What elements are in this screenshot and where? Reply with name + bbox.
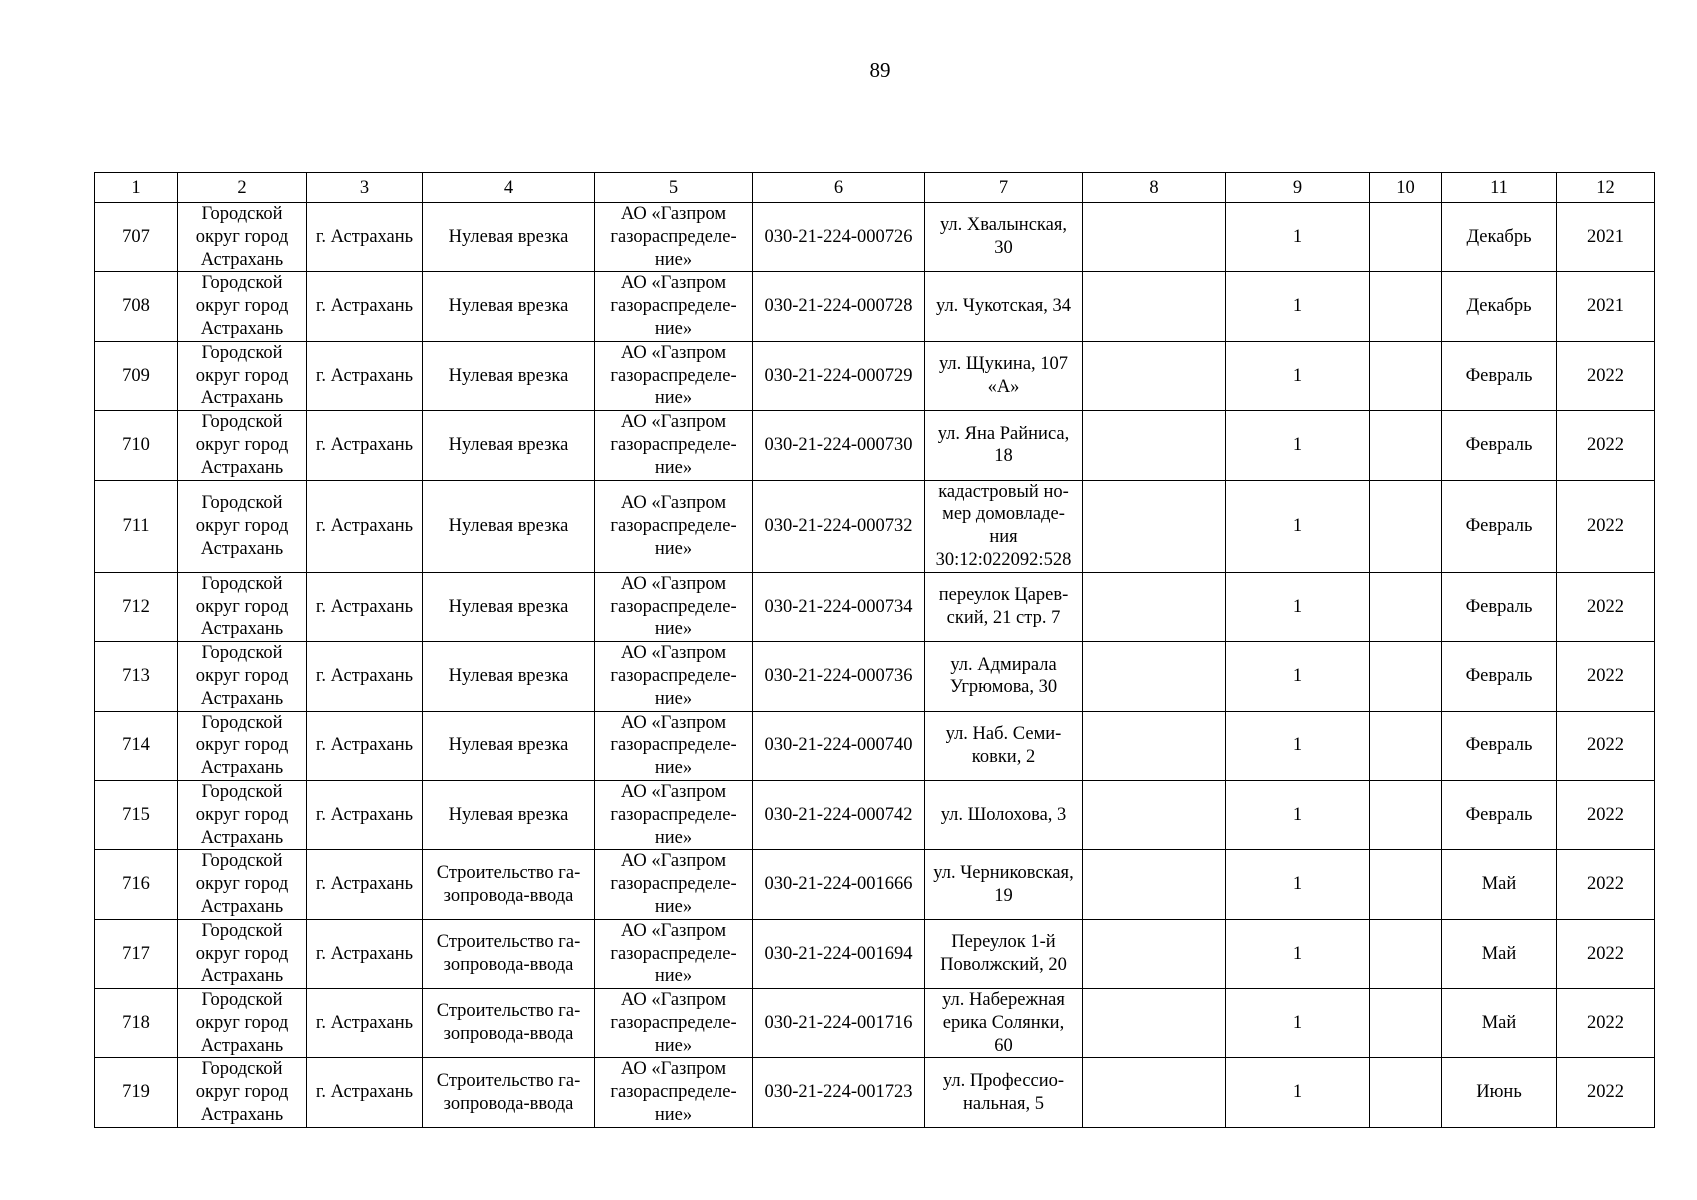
registry-code-cell: 030-21-224-001694 bbox=[753, 919, 925, 988]
registry-code-cell: 030-21-224-000740 bbox=[753, 711, 925, 780]
organization-cell: АО «Газпром газораспределе- ние» bbox=[595, 272, 753, 341]
month-cell: Май bbox=[1442, 989, 1557, 1058]
address-cell: ул. Черниковская, 19 bbox=[925, 850, 1083, 919]
quantity-cell: 1 bbox=[1226, 203, 1370, 272]
work-type-cell: Нулевая врезка bbox=[423, 341, 595, 410]
month-cell: Май bbox=[1442, 850, 1557, 919]
city-cell: г. Астрахань bbox=[307, 572, 423, 641]
address-cell: ул. Хвалынская, 30 bbox=[925, 203, 1083, 272]
address-cell: ул. Яна Райниса, 18 bbox=[925, 411, 1083, 480]
column-10-cell bbox=[1370, 411, 1442, 480]
year-cell: 2022 bbox=[1557, 989, 1655, 1058]
row-number-cell: 708 bbox=[95, 272, 178, 341]
organization-cell: АО «Газпром газораспределе- ние» bbox=[595, 480, 753, 572]
city-cell: г. Астрахань bbox=[307, 1058, 423, 1127]
table-row bbox=[95, 711, 1655, 780]
column-8-cell bbox=[1083, 480, 1226, 572]
column-header: 5 bbox=[595, 173, 753, 203]
work-type-cell: Строительство га- зопровода-ввода bbox=[423, 919, 595, 988]
year-cell: 2021 bbox=[1557, 203, 1655, 272]
city-cell: г. Астрахань bbox=[307, 780, 423, 849]
work-type-cell: Нулевая врезка bbox=[423, 780, 595, 849]
quantity-cell: 1 bbox=[1226, 341, 1370, 410]
city-cell: г. Астрахань bbox=[307, 272, 423, 341]
registry-code-cell: 030-21-224-000730 bbox=[753, 411, 925, 480]
row-number-cell: 716 bbox=[95, 850, 178, 919]
column-header: 6 bbox=[753, 173, 925, 203]
column-header: 4 bbox=[423, 173, 595, 203]
organization-cell: АО «Газпром газораспределе- ние» bbox=[595, 919, 753, 988]
register-table bbox=[94, 172, 1655, 1128]
column-8-cell bbox=[1083, 780, 1226, 849]
row-number-cell: 717 bbox=[95, 919, 178, 988]
month-cell: Февраль bbox=[1442, 480, 1557, 572]
row-number-cell: 714 bbox=[95, 711, 178, 780]
city-cell: г. Астрахань bbox=[307, 919, 423, 988]
month-cell: Февраль bbox=[1442, 341, 1557, 410]
year-cell: 2022 bbox=[1557, 341, 1655, 410]
registry-code-cell: 030-21-224-000736 bbox=[753, 642, 925, 711]
year-cell: 2022 bbox=[1557, 711, 1655, 780]
quantity-cell: 1 bbox=[1226, 711, 1370, 780]
quantity-cell: 1 bbox=[1226, 989, 1370, 1058]
district-cell: Городской округ город Астрахань bbox=[178, 850, 307, 919]
month-cell: Февраль bbox=[1442, 711, 1557, 780]
table-row bbox=[95, 850, 1655, 919]
registry-code-cell: 030-21-224-001666 bbox=[753, 850, 925, 919]
city-cell: г. Астрахань bbox=[307, 642, 423, 711]
column-8-cell bbox=[1083, 919, 1226, 988]
table-row bbox=[95, 272, 1655, 341]
district-cell: Городской округ город Астрахань bbox=[178, 711, 307, 780]
table-row bbox=[95, 572, 1655, 641]
district-cell: Городской округ город Астрахань bbox=[178, 203, 307, 272]
district-cell: Городской округ город Астрахань bbox=[178, 272, 307, 341]
registry-code-cell: 030-21-224-000734 bbox=[753, 572, 925, 641]
district-cell: Городской округ город Астрахань bbox=[178, 1058, 307, 1127]
column-10-cell bbox=[1370, 711, 1442, 780]
registry-code-cell: 030-21-224-000732 bbox=[753, 480, 925, 572]
column-8-cell bbox=[1083, 850, 1226, 919]
column-header: 7 bbox=[925, 173, 1083, 203]
quantity-cell: 1 bbox=[1226, 1058, 1370, 1127]
address-cell: ул. Шолохова, 3 bbox=[925, 780, 1083, 849]
row-number-cell: 718 bbox=[95, 989, 178, 1058]
column-8-cell bbox=[1083, 572, 1226, 641]
registry-code-cell: 030-21-224-001716 bbox=[753, 989, 925, 1058]
column-8-cell bbox=[1083, 272, 1226, 341]
address-cell: ул. Чукотская, 34 bbox=[925, 272, 1083, 341]
city-cell: г. Астрахань bbox=[307, 480, 423, 572]
month-cell: Февраль bbox=[1442, 572, 1557, 641]
table-row bbox=[95, 919, 1655, 988]
quantity-cell: 1 bbox=[1226, 919, 1370, 988]
year-cell: 2022 bbox=[1557, 1058, 1655, 1127]
column-8-cell bbox=[1083, 989, 1226, 1058]
quantity-cell: 1 bbox=[1226, 642, 1370, 711]
work-type-cell: Нулевая врезка bbox=[423, 272, 595, 341]
year-cell: 2022 bbox=[1557, 480, 1655, 572]
row-number-cell: 711 bbox=[95, 480, 178, 572]
organization-cell: АО «Газпром газораспределе- ние» bbox=[595, 642, 753, 711]
month-cell: Май bbox=[1442, 919, 1557, 988]
city-cell: г. Астрахань bbox=[307, 411, 423, 480]
column-10-cell bbox=[1370, 850, 1442, 919]
district-cell: Городской округ город Астрахань bbox=[178, 480, 307, 572]
column-10-cell bbox=[1370, 989, 1442, 1058]
year-cell: 2022 bbox=[1557, 572, 1655, 641]
address-cell: ул. Наб. Семи- ковки, 2 bbox=[925, 711, 1083, 780]
month-cell: Февраль bbox=[1442, 642, 1557, 711]
address-cell: ул. Профессио- нальная, 5 bbox=[925, 1058, 1083, 1127]
column-10-cell bbox=[1370, 572, 1442, 641]
column-header: 11 bbox=[1442, 173, 1557, 203]
district-cell: Городской округ город Астрахань bbox=[178, 572, 307, 641]
row-number-cell: 719 bbox=[95, 1058, 178, 1127]
column-10-cell bbox=[1370, 203, 1442, 272]
district-cell: Городской округ город Астрахань bbox=[178, 919, 307, 988]
district-cell: Городской округ город Астрахань bbox=[178, 642, 307, 711]
organization-cell: АО «Газпром газораспределе- ние» bbox=[595, 780, 753, 849]
column-header: 12 bbox=[1557, 173, 1655, 203]
city-cell: г. Астрахань bbox=[307, 341, 423, 410]
column-10-cell bbox=[1370, 341, 1442, 410]
address-cell: ул. Набережная ерика Солянки, 60 bbox=[925, 989, 1083, 1058]
quantity-cell: 1 bbox=[1226, 780, 1370, 849]
year-cell: 2022 bbox=[1557, 780, 1655, 849]
work-type-cell: Строительство га- зопровода-ввода bbox=[423, 1058, 595, 1127]
district-cell: Городской округ город Астрахань bbox=[178, 341, 307, 410]
year-cell: 2022 bbox=[1557, 850, 1655, 919]
registry-code-cell: 030-21-224-000742 bbox=[753, 780, 925, 849]
row-number-cell: 715 bbox=[95, 780, 178, 849]
organization-cell: АО «Газпром газораспределе- ние» bbox=[595, 203, 753, 272]
quantity-cell: 1 bbox=[1226, 572, 1370, 641]
column-10-cell bbox=[1370, 272, 1442, 341]
table-row bbox=[95, 411, 1655, 480]
month-cell: Февраль bbox=[1442, 780, 1557, 849]
organization-cell: АО «Газпром газораспределе- ние» bbox=[595, 341, 753, 410]
column-header: 10 bbox=[1370, 173, 1442, 203]
work-type-cell: Нулевая врезка bbox=[423, 572, 595, 641]
column-8-cell bbox=[1083, 711, 1226, 780]
column-8-cell bbox=[1083, 203, 1226, 272]
page-number: 89 bbox=[869, 58, 891, 82]
organization-cell: АО «Газпром газораспределе- ние» bbox=[595, 711, 753, 780]
table-row bbox=[95, 203, 1655, 272]
address-cell: переулок Царев- ский, 21 стр. 7 bbox=[925, 572, 1083, 641]
registry-code-cell: 030-21-224-000729 bbox=[753, 341, 925, 410]
column-header: 8 bbox=[1083, 173, 1226, 203]
table-row bbox=[95, 1058, 1655, 1127]
year-cell: 2022 bbox=[1557, 919, 1655, 988]
quantity-cell: 1 bbox=[1226, 411, 1370, 480]
table-row bbox=[95, 989, 1655, 1058]
organization-cell: АО «Газпром газораспределе- ние» bbox=[595, 572, 753, 641]
month-cell: Февраль bbox=[1442, 411, 1557, 480]
month-cell: Декабрь bbox=[1442, 203, 1557, 272]
column-header: 9 bbox=[1226, 173, 1370, 203]
city-cell: г. Астрахань bbox=[307, 203, 423, 272]
organization-cell: АО «Газпром газораспределе- ние» bbox=[595, 1058, 753, 1127]
registry-code-cell: 030-21-224-000726 bbox=[753, 203, 925, 272]
organization-cell: АО «Газпром газораспределе- ние» bbox=[595, 989, 753, 1058]
district-cell: Городской округ город Астрахань bbox=[178, 780, 307, 849]
column-10-cell bbox=[1370, 480, 1442, 572]
column-header: 3 bbox=[307, 173, 423, 203]
month-cell: Июнь bbox=[1442, 1058, 1557, 1127]
work-type-cell: Нулевая врезка bbox=[423, 203, 595, 272]
city-cell: г. Астрахань bbox=[307, 850, 423, 919]
row-number-cell: 712 bbox=[95, 572, 178, 641]
work-type-cell: Нулевая врезка bbox=[423, 480, 595, 572]
row-number-cell: 707 bbox=[95, 203, 178, 272]
table-row bbox=[95, 480, 1655, 572]
quantity-cell: 1 bbox=[1226, 480, 1370, 572]
year-cell: 2022 bbox=[1557, 411, 1655, 480]
organization-cell: АО «Газпром газораспределе- ние» bbox=[595, 850, 753, 919]
district-cell: Городской округ город Астрахань bbox=[178, 989, 307, 1058]
address-cell: кадастровый но- мер домовладе- ния 30:12:022092:528 bbox=[925, 480, 1083, 572]
district-cell: Городской округ город Астрахань bbox=[178, 411, 307, 480]
work-type-cell: Строительство га- зопровода-ввода bbox=[423, 989, 595, 1058]
column-number-row bbox=[95, 173, 1655, 203]
quantity-cell: 1 bbox=[1226, 272, 1370, 341]
row-number-cell: 709 bbox=[95, 341, 178, 410]
work-type-cell: Нулевая врезка bbox=[423, 711, 595, 780]
registry-code-cell: 030-21-224-001723 bbox=[753, 1058, 925, 1127]
column-8-cell bbox=[1083, 642, 1226, 711]
column-header: 2 bbox=[178, 173, 307, 203]
column-10-cell bbox=[1370, 1058, 1442, 1127]
table-row bbox=[95, 642, 1655, 711]
table-row bbox=[95, 341, 1655, 410]
organization-cell: АО «Газпром газораспределе- ние» bbox=[595, 411, 753, 480]
column-10-cell bbox=[1370, 919, 1442, 988]
row-number-cell: 713 bbox=[95, 642, 178, 711]
address-cell: ул. Щукина, 107 «А» bbox=[925, 341, 1083, 410]
city-cell: г. Астрахань bbox=[307, 711, 423, 780]
row-number-cell: 710 bbox=[95, 411, 178, 480]
work-type-cell: Нулевая врезка bbox=[423, 642, 595, 711]
year-cell: 2022 bbox=[1557, 642, 1655, 711]
work-type-cell: Строительство га- зопровода-ввода bbox=[423, 850, 595, 919]
table-row bbox=[95, 780, 1655, 849]
month-cell: Декабрь bbox=[1442, 272, 1557, 341]
column-8-cell bbox=[1083, 411, 1226, 480]
column-10-cell bbox=[1370, 780, 1442, 849]
work-type-cell: Нулевая врезка bbox=[423, 411, 595, 480]
column-8-cell bbox=[1083, 1058, 1226, 1127]
column-header: 1 bbox=[95, 173, 178, 203]
column-8-cell bbox=[1083, 341, 1226, 410]
year-cell: 2021 bbox=[1557, 272, 1655, 341]
address-cell: ул. Адмирала Угрюмова, 30 bbox=[925, 642, 1083, 711]
address-cell: Переулок 1-й Поволжский, 20 bbox=[925, 919, 1083, 988]
quantity-cell: 1 bbox=[1226, 850, 1370, 919]
city-cell: г. Астрахань bbox=[307, 989, 423, 1058]
column-10-cell bbox=[1370, 642, 1442, 711]
registry-code-cell: 030-21-224-000728 bbox=[753, 272, 925, 341]
